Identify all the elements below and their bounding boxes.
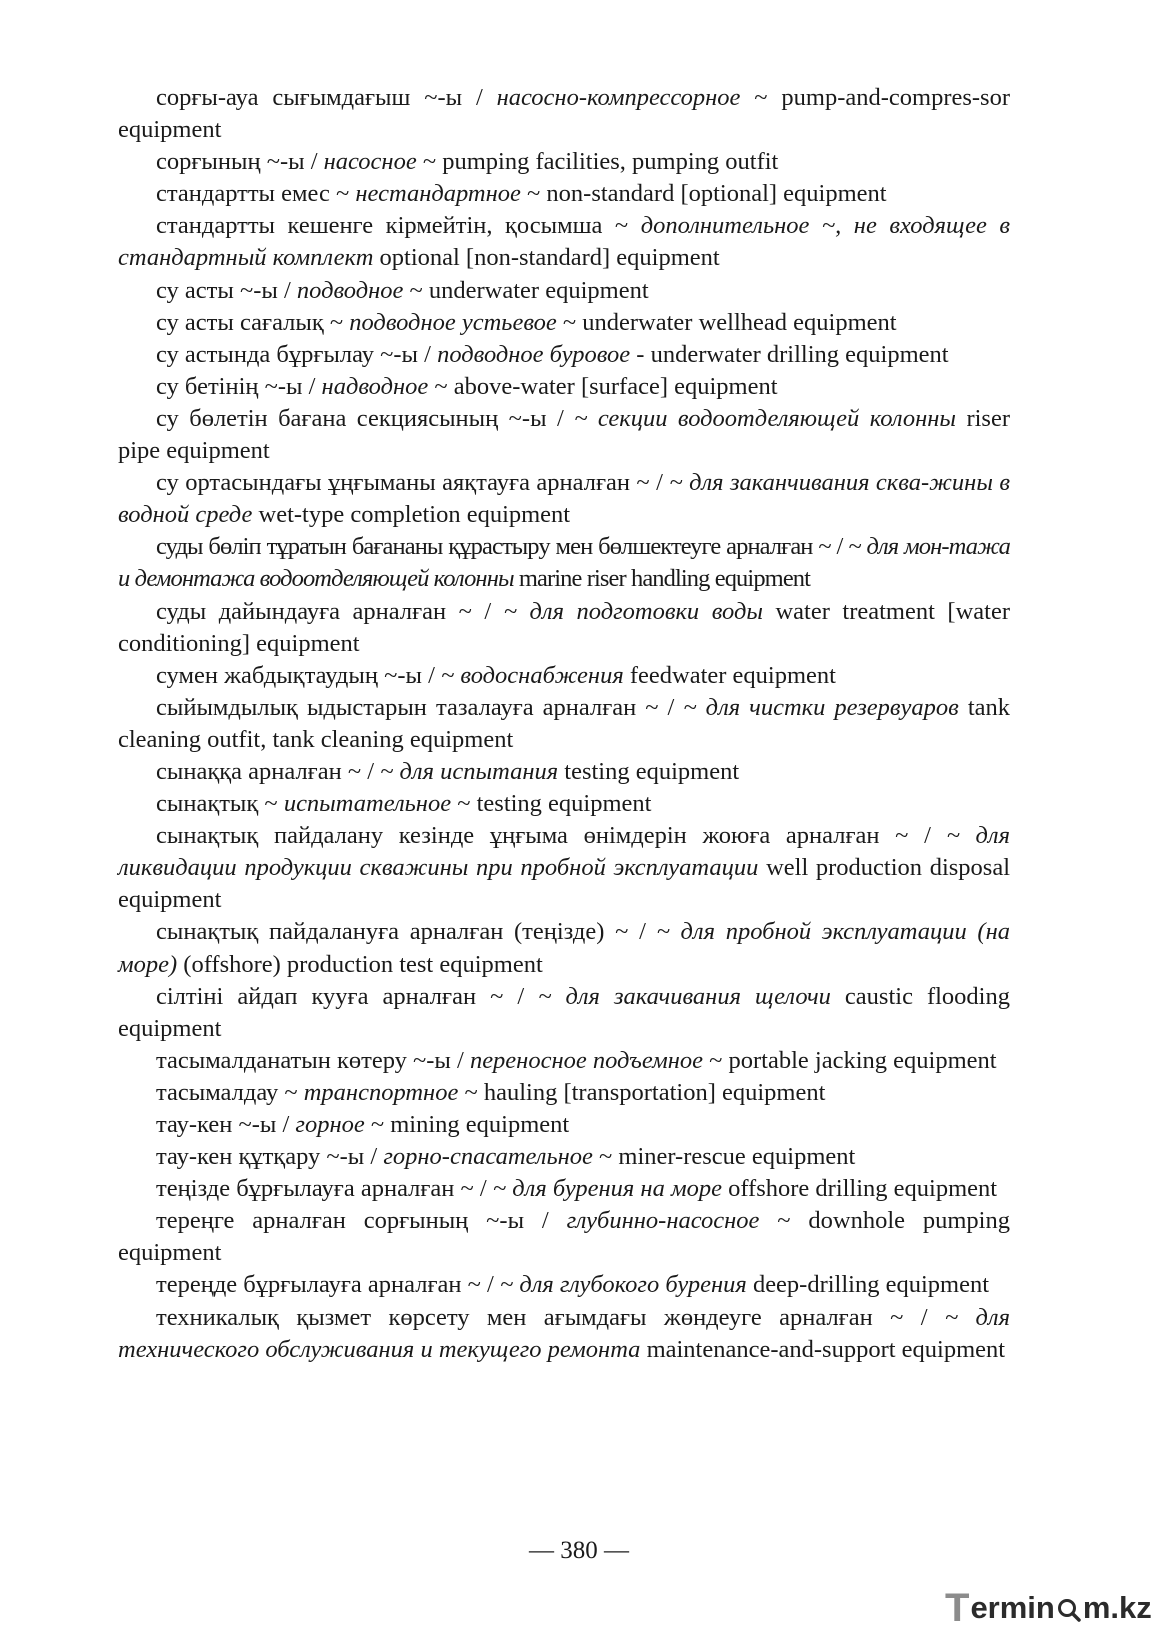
- dictionary-entry: [118, 820, 1010, 916]
- dictionary-entry: [118, 339, 1010, 371]
- dictionary-entry: [118, 981, 1010, 1045]
- russian-term: ~ для закачивания щелочи: [538, 982, 831, 1010]
- russian-term: переносное подъемное: [469, 1046, 704, 1074]
- dictionary-entry: [118, 210, 1010, 274]
- dictionary-entry: [118, 1141, 1010, 1173]
- entry-text: - underwater drilling equipment: [630, 340, 949, 368]
- entry-text: тау-кен құтқару ~-ы /: [156, 1143, 384, 1171]
- russian-term: нестандартное: [355, 180, 521, 208]
- entry-text: ~ hauling [transportation] equipment: [458, 1078, 826, 1106]
- dictionary-entry: [118, 82, 1010, 146]
- entry-text: сыйымдылық ыдыстарын тазалауға арналған ~ /: [156, 693, 684, 721]
- entry-text: well production disposal equipment: [118, 854, 1010, 914]
- entry-text: ~ pump-and-compres-sor equipment: [118, 84, 1010, 144]
- entry-text: су бетінің ~-ы /: [156, 372, 322, 400]
- entry-text: optional [non-standard] equipment: [373, 244, 720, 272]
- entry-text: тереңде бұрғылауға арналған ~ /: [156, 1271, 500, 1299]
- dictionary-entry: [118, 467, 1010, 531]
- entry-text: су ортасындағы ұңғыманы аяқтауға арналған ~ /: [156, 469, 670, 497]
- russian-term: горно-спасательное: [383, 1143, 593, 1171]
- entry-text: ~ miner-rescue equipment: [592, 1143, 856, 1171]
- entry-text: water treatment [water conditioning] equipment: [118, 597, 1010, 657]
- entry-text: ~ above-water [surface] equipment: [428, 372, 778, 400]
- entry-text: testing equipment: [558, 757, 740, 785]
- entry-text: riser pipe equipment: [118, 404, 1010, 465]
- entry-text: сорғы-ауа сығымдағыш ~-ы /: [156, 84, 497, 111]
- dictionary-entry: [118, 916, 1010, 980]
- entry-text: marine riser handling equipment: [513, 565, 811, 593]
- entry-text: ~ non-standard [optional] equipment: [520, 180, 887, 208]
- dictionary-entry: [118, 1205, 1010, 1269]
- dictionary-entry: [118, 275, 1010, 307]
- dictionary-entry: [118, 1045, 1010, 1077]
- russian-term: ~ для ликвидации продукции скважины при пробной эксплуатации: [118, 822, 1010, 882]
- dictionary-entry: [118, 1302, 1010, 1366]
- russian-term: ~ для заканчивания сква-жины в водной среде: [118, 469, 1010, 529]
- dictionary-entry: [118, 307, 1010, 339]
- dictionary-entry: [118, 1109, 1010, 1141]
- dictionary-entry: [118, 596, 1010, 660]
- russian-term: испытательное: [283, 790, 452, 818]
- logo-text-end: m.kz: [1082, 1590, 1152, 1625]
- russian-term: ~ для подготовки воды: [503, 597, 763, 625]
- entry-text: maintenance-and-support equipment: [640, 1335, 1006, 1363]
- entry-text: теңізде бұрғылауға арналған ~ /: [156, 1175, 493, 1203]
- entry-text: ~ portable jacking equipment: [703, 1046, 997, 1074]
- entry-text: сынақтық ~: [156, 790, 284, 818]
- dictionary-entry: [118, 692, 1010, 756]
- entry-text: стандартты емес ~: [156, 180, 356, 208]
- entry-text: wet-type completion equipment: [252, 501, 571, 529]
- site-logo[interactable]: [945, 1586, 1152, 1630]
- dictionary-entry: [118, 371, 1010, 403]
- russian-term: дополнительное ~, не входящее в стандартный комплект: [118, 212, 1010, 272]
- entry-text: су бөлетін бағана секциясының ~-ы /: [156, 404, 575, 432]
- russian-term: ~ для пробной эксплуатации (на море): [118, 918, 1010, 978]
- russian-term: ~ для бурения на море: [492, 1175, 722, 1203]
- entry-text: суды дайындауға арналған ~ /: [156, 597, 504, 625]
- logo-letter-t: T: [945, 1585, 970, 1630]
- page-number: — 380 —: [529, 1537, 629, 1564]
- entry-text: caustic flooding equipment: [118, 982, 1010, 1042]
- entry-text: тереңге арналған сорғының ~-ы /: [156, 1207, 567, 1235]
- dictionary-entry: [118, 756, 1010, 788]
- entry-text: сумен жабдықтаудың ~-ы /: [156, 661, 442, 689]
- entry-text: су асты ~-ы /: [156, 276, 297, 304]
- russian-term: ~ водоснабжения: [441, 661, 624, 689]
- russian-term: ~ для мон-тажа и демонтажа водоотделяющей колонны: [118, 533, 1010, 593]
- dictionary-entry: [118, 1173, 1010, 1205]
- entry-text: сілтіні айдап кууға арналған ~ /: [156, 982, 539, 1010]
- russian-term: ~ для глубокого бурения: [499, 1271, 747, 1299]
- russian-term: насосно-компрессорное: [496, 84, 741, 111]
- russian-term: надводное: [321, 372, 429, 400]
- entry-text: ~ pumping facilities, pumping outfit: [416, 148, 779, 176]
- entry-text: суды бөліп тұратын бағананы құрастыру мен бөлшектеуге арналған ~ /: [156, 533, 849, 561]
- entry-text: ~ underwater wellhead equipment: [556, 308, 897, 336]
- entry-text: (offshore) production test equipment: [177, 950, 543, 978]
- dictionary-page: [118, 82, 1010, 1366]
- entry-text: сорғының ~-ы /: [156, 148, 324, 176]
- entry-text: тасымалдау ~: [156, 1078, 304, 1106]
- entry-text: offshore drilling equipment: [721, 1175, 998, 1203]
- russian-term: глубинно-насосное: [566, 1207, 760, 1235]
- russian-term: подводное буровое: [437, 340, 631, 368]
- dictionary-entry: [118, 788, 1010, 820]
- russian-term: подводное: [296, 276, 404, 304]
- logo-text-start: ermin: [970, 1590, 1055, 1625]
- entry-text: ~ testing equipment: [451, 790, 652, 818]
- entry-text: техникалық қызмет көрсету мен ағымдағы жөндеуге арналған ~ /: [156, 1303, 945, 1331]
- entry-text: feedwater equipment: [623, 661, 836, 689]
- russian-term: горное: [295, 1111, 365, 1138]
- dictionary-entry: [118, 178, 1010, 210]
- entry-text: tank cleaning outfit, tank cleaning equipment: [118, 693, 1011, 753]
- entry-list: [118, 82, 1010, 1366]
- dictionary-entry: [118, 1269, 1010, 1301]
- entry-text: ~ mining equipment: [364, 1111, 570, 1138]
- dictionary-entry: [118, 403, 1010, 467]
- entry-text: сынақтық пайдалануға арналған (теңізде) ~ /: [156, 918, 657, 946]
- dictionary-entry: [118, 531, 1010, 595]
- entry-text: тасымалданатын көтеру ~-ы /: [156, 1046, 470, 1074]
- entry-text: тау-кен ~-ы /: [156, 1111, 296, 1138]
- dictionary-entry: [118, 660, 1010, 692]
- dictionary-entry: [118, 146, 1010, 178]
- entry-text: су асты сағалық ~: [156, 308, 350, 336]
- russian-term: ~ для чистки резервуаров: [683, 693, 959, 721]
- entry-text: стандартты кешенге кірмейтін, қосымша ~: [156, 212, 641, 240]
- entry-text: ~ downhole pumping equipment: [118, 1207, 1010, 1267]
- russian-term: транспортное: [303, 1078, 459, 1106]
- entry-text: deep-drilling equipment: [746, 1271, 990, 1299]
- entry-text: сынаққа арналған ~ /: [156, 757, 381, 785]
- russian-term: ~ для испытания: [380, 757, 559, 785]
- entry-text: ~ underwater equipment: [403, 276, 649, 304]
- russian-term: ~ секции водоотделяющей колонны: [574, 404, 957, 432]
- russian-term: подводное устьевое: [349, 308, 557, 336]
- entry-text: сынақтық пайдалану кезінде ұңғыма өнімдерін жоюға арналған ~ /: [156, 822, 947, 850]
- dictionary-entry: [118, 1077, 1010, 1109]
- russian-term: ~ для технического обслуживания и текущего ремонта: [118, 1303, 1010, 1363]
- entry-text: су астында бұрғылау ~-ы /: [156, 340, 438, 368]
- magnifier-icon: [1056, 1595, 1082, 1621]
- russian-term: насосное: [323, 148, 417, 176]
